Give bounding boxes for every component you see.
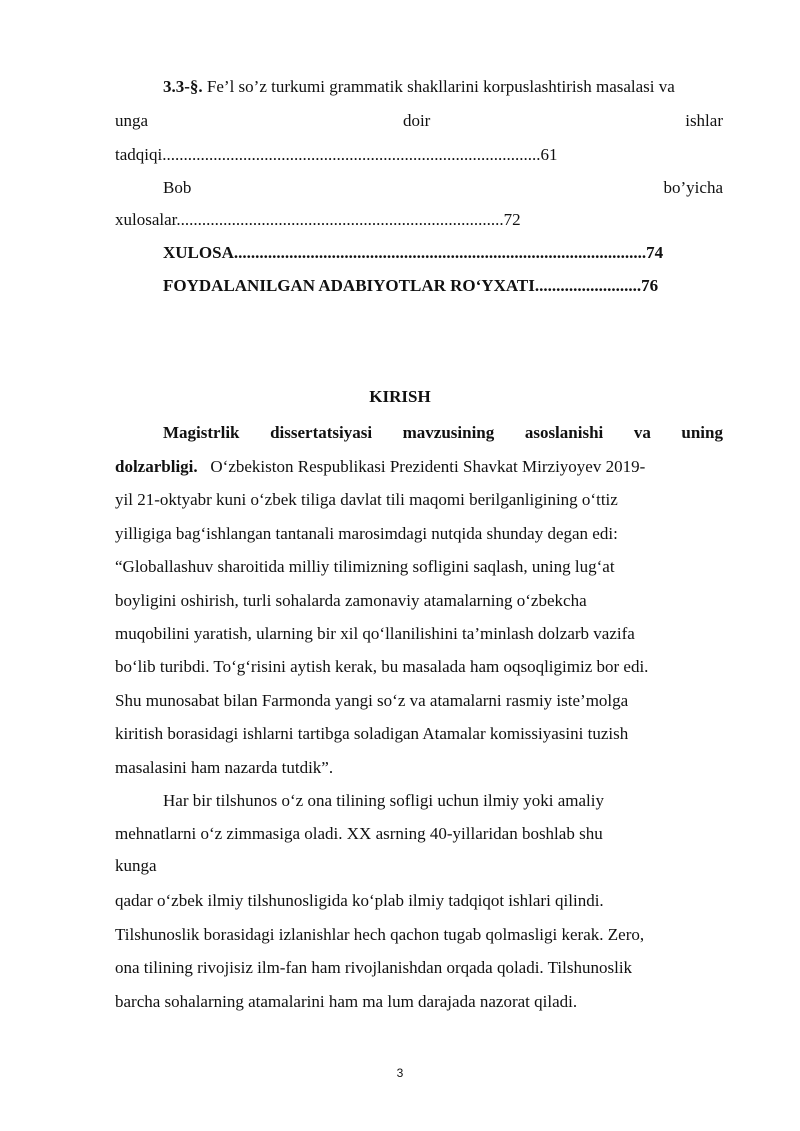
paragraph2-line7: barcha sohalarning atamalarini ham ma lum darajada nazorat qiladi. xyxy=(115,992,578,1011)
toc-entry-bob-line2: xulosalar.............................................................................72 xyxy=(115,210,521,229)
toc-word: Bob xyxy=(163,178,192,197)
toc-entry-adabiyotlar: FOYDALANILGAN ADABIYOTLAR RO‘YXATI.........................76 xyxy=(163,276,659,295)
toc-entry-3-3-line2 xyxy=(115,110,723,132)
paragraph1-line3: yil 21-oktyabr kuni o‘zbek tiliga davlat tili maqomi berilganligining o‘ttiz xyxy=(115,490,618,509)
toc-entry-3-3-line1 xyxy=(163,76,723,98)
toc-word: unga xyxy=(115,111,149,130)
paragraph1-line5: “Globallashuv sharoitida milliy tilimizning sofligini saqlash, uning lug‘at xyxy=(115,557,615,576)
paragraph2-line2: mehnatlarni o‘z zimmasiga oladi. XX asrning 40-yillaridan boshlab shu xyxy=(115,824,603,843)
toc-section-title: Fe’l so’z turkumi grammatik shakllarini korpuslashtirish masalasi va xyxy=(202,77,675,96)
word: dissertatsiyasi xyxy=(270,423,373,442)
toc-word: ishlar xyxy=(685,111,723,130)
bold-lead: dolzarbligi. xyxy=(115,457,198,476)
paragraph1-line4: yilligiga bag‘ishlangan tantanali marosimdagi nutqida shunday degan edi: xyxy=(115,524,618,543)
paragraph2-line1: Har bir tilshunos o‘z ona tilining sofligi uchun ilmiy yoki amaliy xyxy=(163,791,605,810)
paragraph2-line5: Tilshunoslik borasidagi izlanishlar hech qachon tugab qolmasligi kerak. Zero, xyxy=(115,925,645,944)
paragraph2-line6: ona tilining rivojisiz ilm-fan ham rivojlanishdan orqada qoladi. Tilshunoslik xyxy=(115,958,633,977)
paragraph1-line7: muqobilini yaratish, ularning bir xil qo‘llanilishini ta’minlash dolzarb vazifa xyxy=(115,624,635,643)
word: mavzusining xyxy=(402,423,495,442)
paragraph1-line11: masalasini ham nazarda tutdik”. xyxy=(115,758,334,777)
toc-section-number: 3.3-§. xyxy=(163,77,203,96)
word: va xyxy=(633,423,651,442)
paragraph1-line10: kiritish borasidagi ishlarni tartibga soladigan Atamalar komissiyasini tuzish xyxy=(115,724,629,743)
paragraph1-line9: Shu munosabat bilan Farmonda yangi so‘z va atamalarni rasmiy iste’molga xyxy=(115,691,629,710)
toc-entry-xulosa: XULOSA.................................................................................................74 xyxy=(163,243,664,262)
word: Magistrlik xyxy=(163,423,240,442)
paragraph1-line2 xyxy=(115,456,723,478)
paragraph1-line8: bo‘lib turibdi. To‘g‘risini aytish kerak, bu masalada ham oqsoqligimiz bor edi. xyxy=(115,657,649,676)
toc-entry-3-3-line3: tadqiqi.........................................................................................61 xyxy=(115,145,558,164)
toc-entry-bob-line1 xyxy=(163,177,723,199)
paragraph2-line3: kunga xyxy=(115,856,157,875)
toc-word: bo’yicha xyxy=(663,178,723,197)
page-number: 3 xyxy=(396,1066,404,1080)
text: O‘zbekiston Respublikasi Prezidenti Shavkat Mirziyoyev 2019- xyxy=(210,457,646,476)
toc-word: doir xyxy=(402,111,431,130)
section-heading: KIRISH xyxy=(369,387,431,406)
paragraph1-line1 xyxy=(163,422,723,444)
paragraph1-line6: boyligini oshirish, turli sohalarda zamonaviy atamalarning o‘zbekcha xyxy=(115,591,587,610)
word: asoslanishi xyxy=(524,423,604,442)
paragraph2-line4: qadar o‘zbek ilmiy tilshunosligida ko‘plab ilmiy tadqiqot ishlari qilindi. xyxy=(115,891,604,910)
word: uning xyxy=(681,423,723,442)
